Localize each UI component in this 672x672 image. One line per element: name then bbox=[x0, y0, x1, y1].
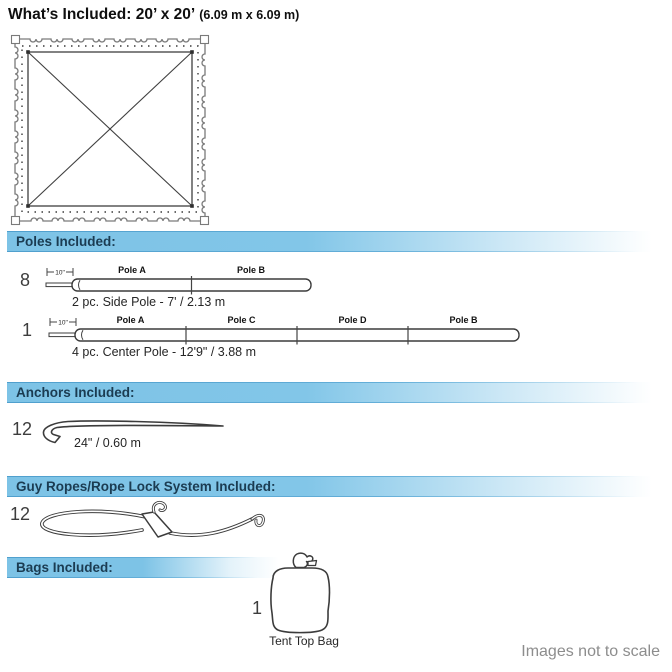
images-not-to-scale-note: Images not to scale bbox=[521, 643, 660, 660]
rope-quantity: 12 bbox=[10, 504, 31, 524]
anchor-quantity: 12 bbox=[12, 419, 33, 439]
pole-spigot bbox=[49, 333, 76, 337]
center-pole-diagram bbox=[48, 312, 522, 348]
rope-lock bbox=[142, 512, 172, 537]
pole-segment-label: Pole B bbox=[449, 315, 478, 325]
tent-top-diagram bbox=[12, 36, 208, 224]
page-title-main: What’s Included: 20’ x 20’ bbox=[8, 6, 196, 23]
section-header-anchors bbox=[7, 382, 672, 403]
pole-segment-label: Pole A bbox=[118, 265, 146, 275]
section-header-ropes bbox=[7, 476, 672, 497]
page-title bbox=[8, 6, 299, 24]
anchor-caption: 24" / 0.60 m bbox=[74, 436, 141, 450]
bag-body bbox=[271, 568, 330, 633]
section-header-ropes-label: Guy Ropes/Rope Lock System Included: bbox=[16, 479, 276, 494]
section-header-anchors-label: Anchors Included: bbox=[16, 385, 135, 400]
page-title-metric: (6.09 m x 6.09 m) bbox=[199, 8, 300, 22]
section-header-poles-label: Poles Included: bbox=[16, 234, 116, 249]
pole-segment-label: Pole C bbox=[227, 315, 256, 325]
bag-quantity: 1 bbox=[252, 598, 263, 618]
center-pole-quantity: 1 bbox=[22, 320, 33, 340]
side-pole-caption: 2 pc. Side Pole - 7' / 2.13 m bbox=[72, 295, 226, 309]
center-pole-caption: 4 pc. Center Pole - 12'9" / 3.88 m bbox=[72, 345, 257, 359]
pole-segment-label: Pole A bbox=[116, 315, 145, 325]
side-pole-quantity: 8 bbox=[20, 270, 31, 290]
svg-text:10": 10" bbox=[55, 269, 65, 277]
bag-label: Tent Top Bag bbox=[269, 634, 339, 648]
section-header-poles bbox=[7, 231, 672, 252]
svg-text:10": 10" bbox=[58, 319, 68, 327]
side-pole-diagram bbox=[45, 262, 313, 298]
tent-top-bag-diagram bbox=[266, 551, 336, 636]
bag-knot-tag bbox=[308, 561, 317, 566]
pole-spigot bbox=[46, 283, 73, 287]
guy-rope-diagram bbox=[30, 499, 270, 551]
section-header-bags bbox=[7, 557, 279, 578]
pole-segment-label: Pole B bbox=[236, 265, 266, 275]
pole-segment-label: Pole D bbox=[338, 315, 367, 325]
section-header-bags-label: Bags Included: bbox=[16, 560, 113, 575]
